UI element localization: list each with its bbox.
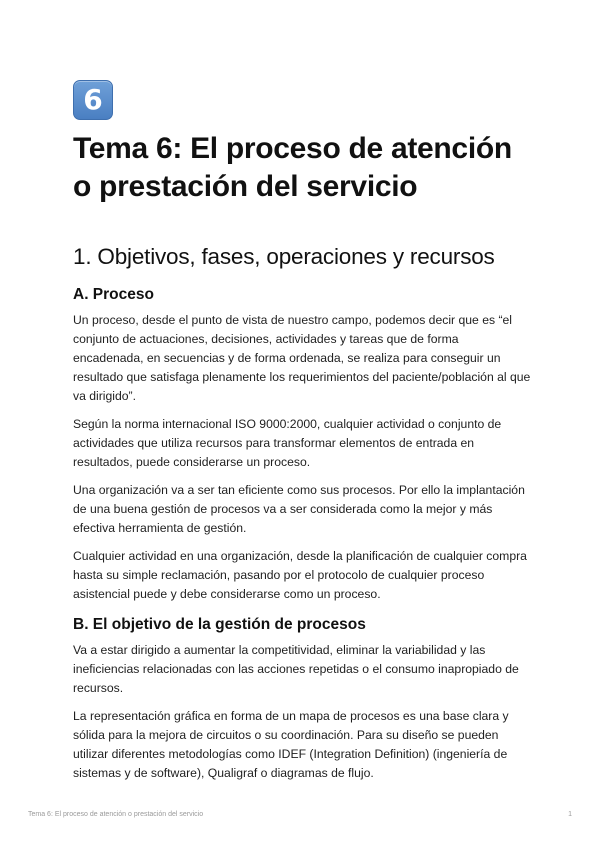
paragraph: Un proceso, desde el punto de vista de nuestro campo, podemos decir que es “el conjunto de actuaciones, decisiones, actividades y tareas que de forma encadenada, en secuencias y de forma ordenada, se realiza para conseguir un resultado que satisfaga plenamente los requerimientos del paciente/población al que va dirigido”.	[73, 313, 531, 403]
section-heading: 1. Objetivos, fases, operaciones y recursos	[73, 244, 495, 269]
page-title: Tema 6: El proceso de atención o prestación del servicio	[73, 132, 512, 203]
keycap-digit-six-icon	[73, 80, 113, 120]
paragraph: Cualquier actividad en una organización, desde la planificación de cualquier compra hasta su simple reclamación, pasando por el protocolo de cualquier proceso asistencial puede y debe considerarse como un proceso.	[73, 549, 527, 601]
paragraph: Va a estar dirigido a aumentar la competitividad, eliminar la variabilidad y las ineficiencias relacionadas con las acciones repetidas o el consumo inapropiado de recursos.	[73, 643, 519, 695]
badge-digit: 6	[83, 83, 103, 116]
paragraph: Según la norma internacional ISO 9000:2000, cualquier actividad o conjunto de actividades que utiliza recursos para transformar elementos de entrada en resultados, puede considerarse un proceso.	[73, 417, 502, 469]
subsection-heading-objetivo: B. El objetivo de la gestión de procesos	[73, 616, 366, 633]
document-page	[73, 80, 531, 783]
paragraph: La representación gráfica en forma de un mapa de procesos es una base clara y sólida para la mejora de circuitos o su coordinación. Para su diseño se pueden utilizar diferentes metodologías como IDEF (Integration Definition) (ingeniería de sistemas y de software), Qualigraf o diagramas de flujo.	[73, 709, 509, 780]
paragraph: Una organización va a ser tan eficiente como sus procesos. Por ello la implantación de una buena gestión de procesos va a ser considerada como la mejor y más efectiva herramienta de gestión.	[73, 483, 525, 535]
page-number: 1	[568, 811, 572, 818]
page-footer	[28, 811, 572, 818]
subsection-heading-proceso: A. Proceso	[73, 286, 154, 303]
footer-title: Tema 6: El proceso de atención o prestación del servicio	[28, 811, 204, 818]
